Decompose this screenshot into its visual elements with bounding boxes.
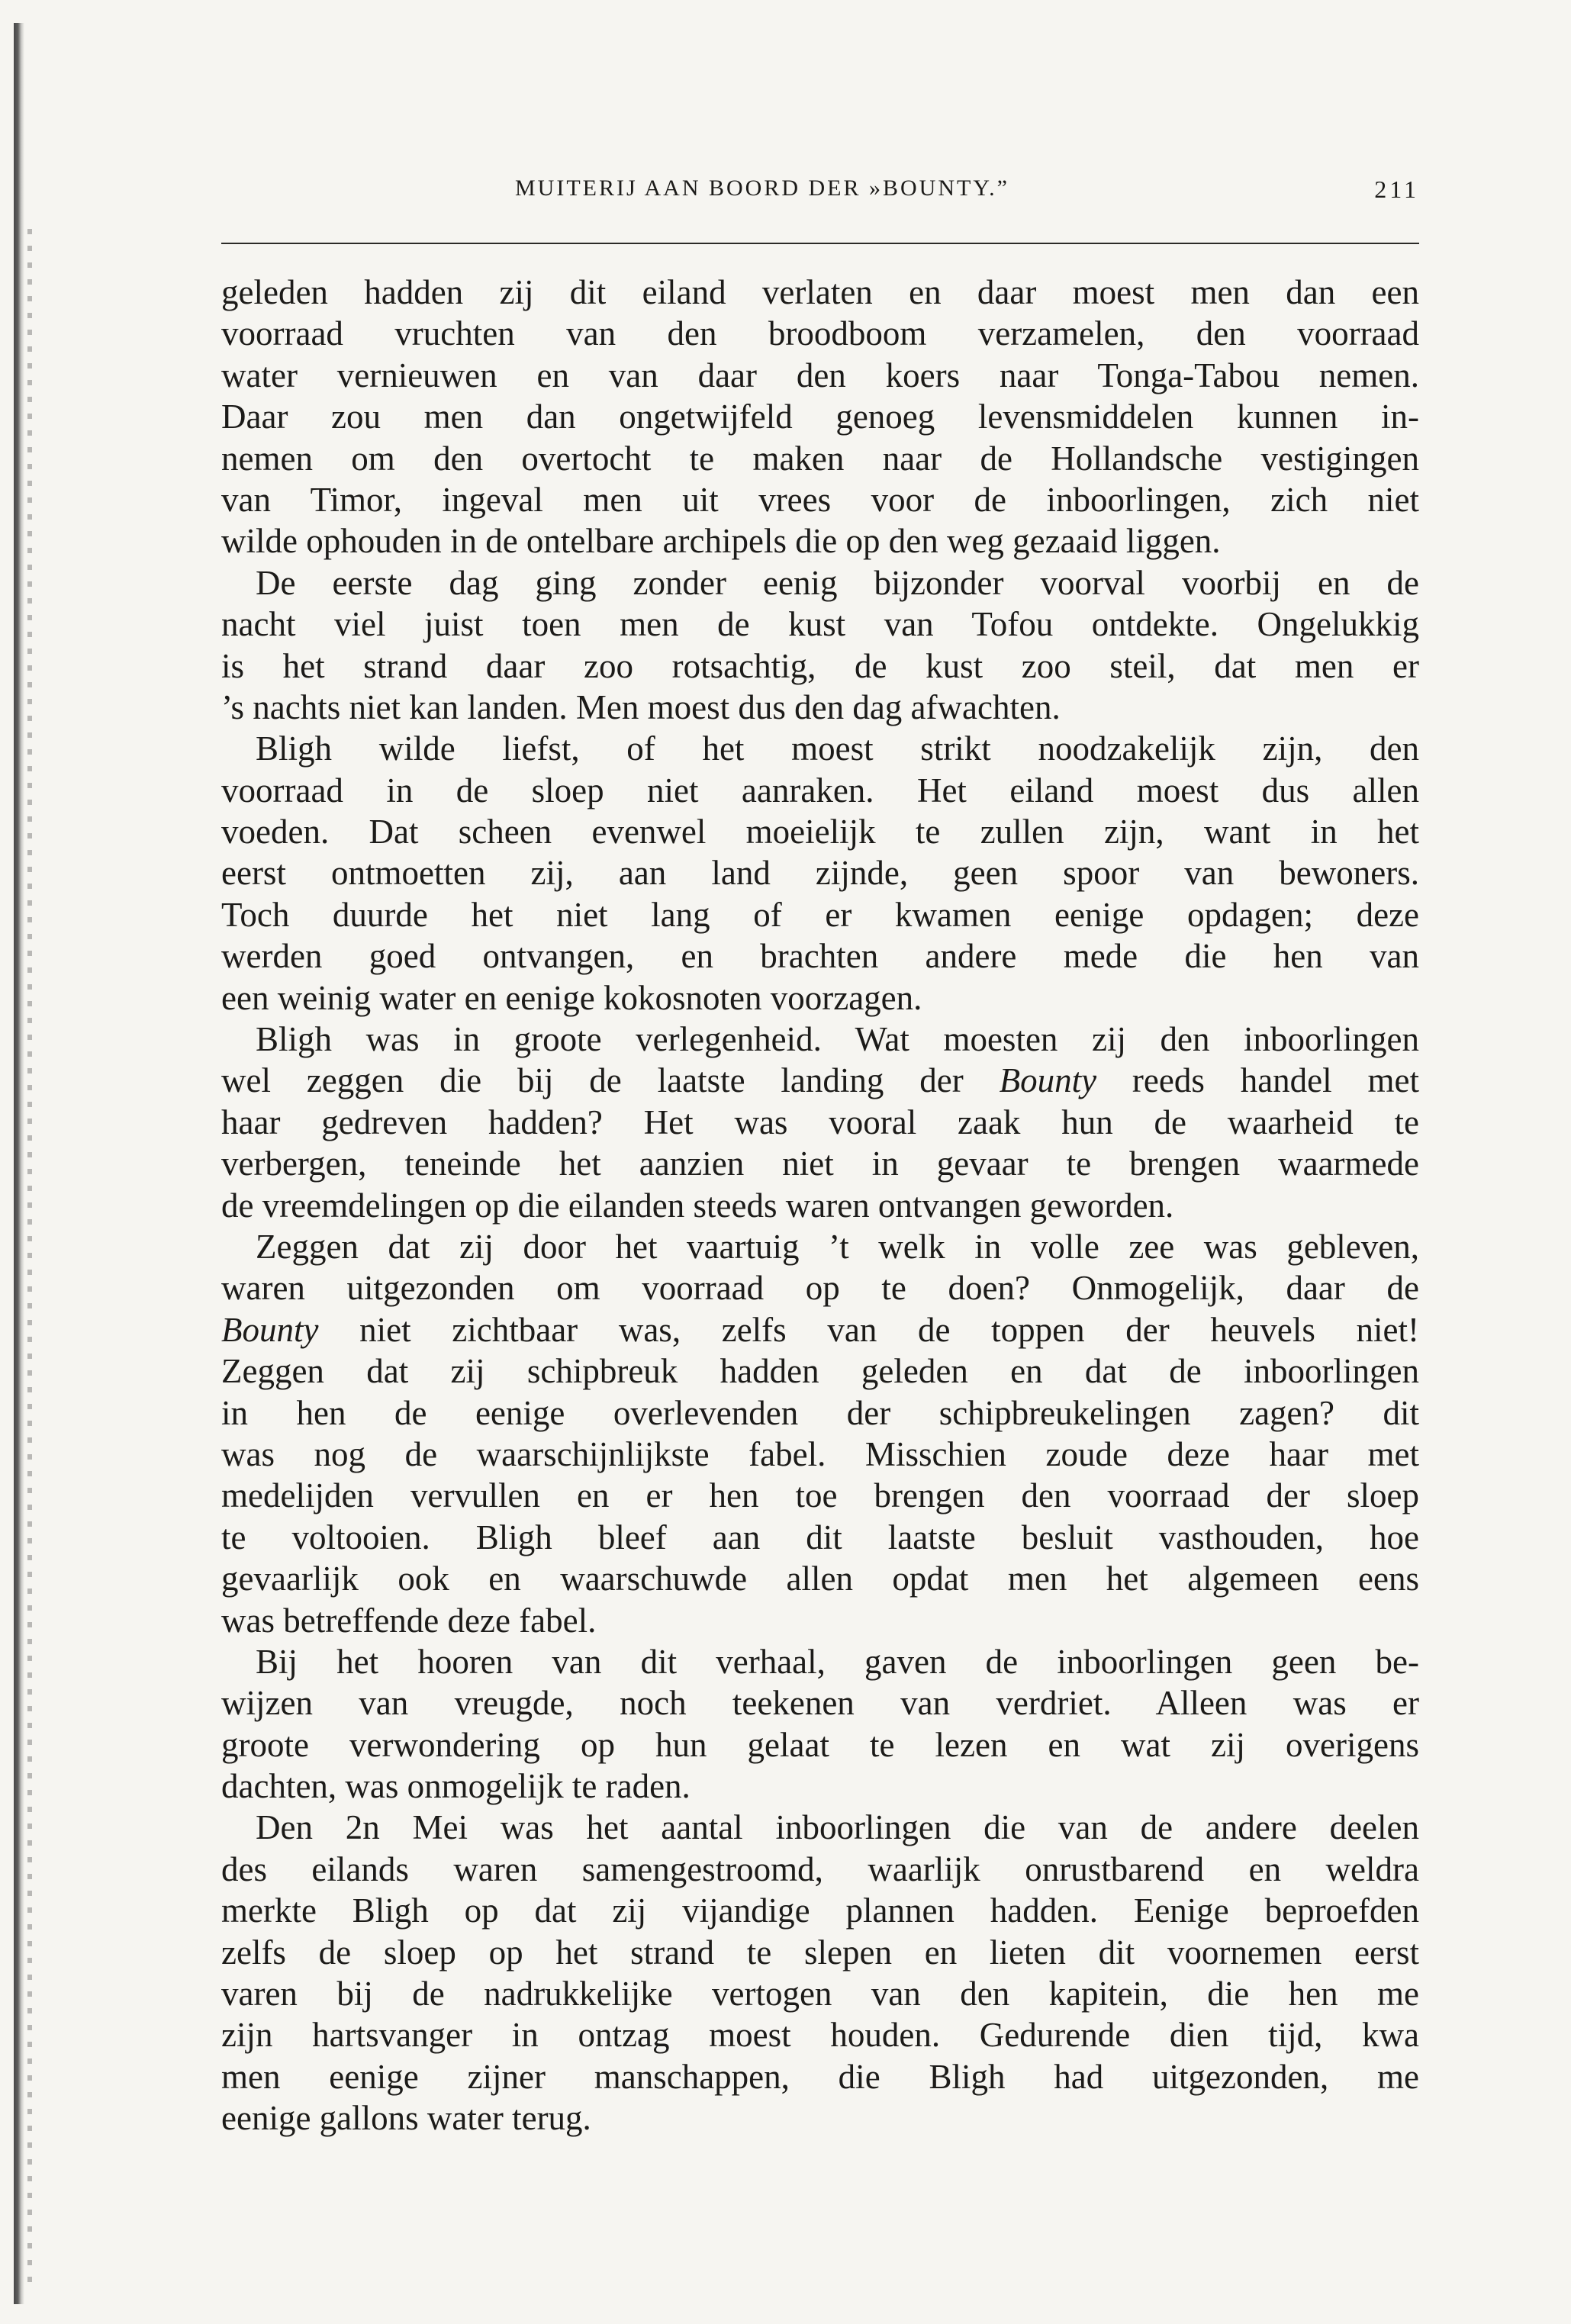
text-line: Bligh was in groote verlegenheid. Wat moesten zij den inboorlingen [221, 1020, 1419, 1059]
text-line: verbergen, teneinde het aanzien niet in gevaar te brengen waarmede [221, 1144, 1419, 1183]
text-line: te voltooien. Bligh bleef aan dit laatste besluit vasthouden, hoe [221, 1518, 1419, 1556]
text-line: wilde ophouden in de ontelbare archipels die op den weg gezaaid liggen. [221, 522, 1221, 561]
text-line: dachten, was onmogelijk te raden. [221, 1767, 691, 1806]
text-line: van Timor, ingeval men uit vrees voor de inboorlingen, zich niet [221, 480, 1419, 519]
text-line: waren uitgezonden om voorraad op te doen? Onmogelijk, daar de [221, 1269, 1419, 1308]
text-line: varen bij de nadrukkelijke vertogen van den kapitein, die hen me [221, 1975, 1419, 2013]
text-line: werden goed ontvangen, en brachten andere mede die hen van [221, 937, 1419, 976]
text-line: Zeggen dat zij door het vaartuig ’t welk in volle zee was gebleven, [221, 1227, 1419, 1266]
page-number: 211 [1374, 175, 1419, 203]
text-line: Bounty niet zichtbaar was, zelfs van de toppen der heuvels niet! [221, 1310, 1419, 1349]
text-line: voeden. Dat scheen evenwel moeielijk te zullen zijn, want in het [221, 813, 1419, 851]
text-line: zijn hartsvanger in ontzag moest houden. Gedurende dien tijd, kwa [221, 2016, 1419, 2055]
page-header [221, 175, 1419, 221]
text-line: gevaarlijk ook en waarschuwde allen opdat men het algemeen eens [221, 1560, 1419, 1598]
text-line: was betreffende deze fabel. [221, 1601, 597, 1640]
running-title: MUITERIJ AAN BOORD DER »BOUNTY.” [515, 175, 1009, 201]
text-line: Toch duurde het niet lang of er kwamen eenige opdagen; deze [221, 895, 1419, 934]
text-line: een weinig water en eenige kokosnoten voorzagen. [221, 978, 922, 1017]
text-line: Den 2n Mei was het aantal inboorlingen die van de andere deelen [221, 1808, 1419, 1847]
text-line: haar gedreven hadden? Het was vooral zaak hun de waarheid te [221, 1102, 1419, 1141]
header-rule [221, 243, 1419, 244]
text-line: de vreemdelingen op die eilanden steeds waren ontvangen geworden. [221, 1186, 1174, 1225]
text-line: merkte Bligh op dat zij vijandige plannen hadden. Eenige beproefden [221, 1891, 1419, 1930]
text-line: eerst ontmoetten zij, aan land zijnde, geen spoor van bewoners. [221, 854, 1419, 893]
text-line: geleden hadden zij dit eiland verlaten en daar moest men dan een [221, 273, 1419, 311]
text-line: zelfs de sloep op het strand te slepen en lieten dit voornemen eerst [221, 1933, 1419, 1972]
text-line: Daar zou men dan ongetwijfeld genoeg levensmiddelen kunnen in- [221, 398, 1419, 436]
text-line: wijzen van vreugde, noch teekenen van verdriet. Alleen was er [221, 1684, 1419, 1723]
text-line: medelijden vervullen en er hen toe brengen den voorraad der sloep [221, 1476, 1419, 1515]
text-line: nemen om den overtocht te maken naar de Hollandsche vestigingen [221, 439, 1419, 478]
text-line: eenige gallons water terug. [221, 2099, 591, 2138]
text-line: De eerste dag ging zonder eenig bijzonder voorval voorbij en de [221, 563, 1419, 602]
text-line: men eenige zijner manschappen, die Bligh had uitgezonden, me [221, 2057, 1419, 2096]
text-line: nacht viel juist toen men de kust van Tofou ontdekte. Ongelukkig [221, 605, 1419, 644]
text-line: Bij het hooren van dit verhaal, gaven de inboorlingen geen be- [221, 1642, 1419, 1681]
binding-edge-marks [27, 229, 32, 2289]
text-line: des eilands waren samengestroomd, waarlijk onrustbarend en weldra [221, 1849, 1419, 1888]
text-line: was nog de waarschijnlijkste fabel. Misschien zoude deze haar met [221, 1434, 1419, 1473]
text-line: wel zeggen die bij de laatste landing der Bounty reeds handel met [221, 1061, 1419, 1100]
text-line: Zeggen dat zij schipbreuk hadden geleden en dat de inboorlingen [221, 1352, 1419, 1391]
text-line: Bligh wilde liefst, of het moest strikt noodzakelijk zijn, den [221, 729, 1419, 768]
text-line: in hen de eenige overlevenden der schipbreukelingen zagen? dit [221, 1393, 1419, 1432]
text-line: is het strand daar zoo rotsachtig, de kust zoo steil, dat men er [221, 646, 1419, 685]
text-line: water vernieuwen en van daar den koers naar Tonga-Tabou nemen. [221, 356, 1419, 394]
text-line: voorraad in de sloep niet aanraken. Het eiland moest dus allen [221, 771, 1419, 810]
binding-edge-shadow [14, 23, 24, 2304]
text-line: voorraad vruchten van den broodboom verzamelen, den voorraad [221, 314, 1419, 353]
body-text [221, 272, 1419, 2139]
text-line: ’s nachts niet kan landen. Men moest dus den dag afwachten. [221, 687, 1061, 726]
text-line: groote verwondering op hun gelaat te lezen en wat zij overigens [221, 1725, 1419, 1764]
